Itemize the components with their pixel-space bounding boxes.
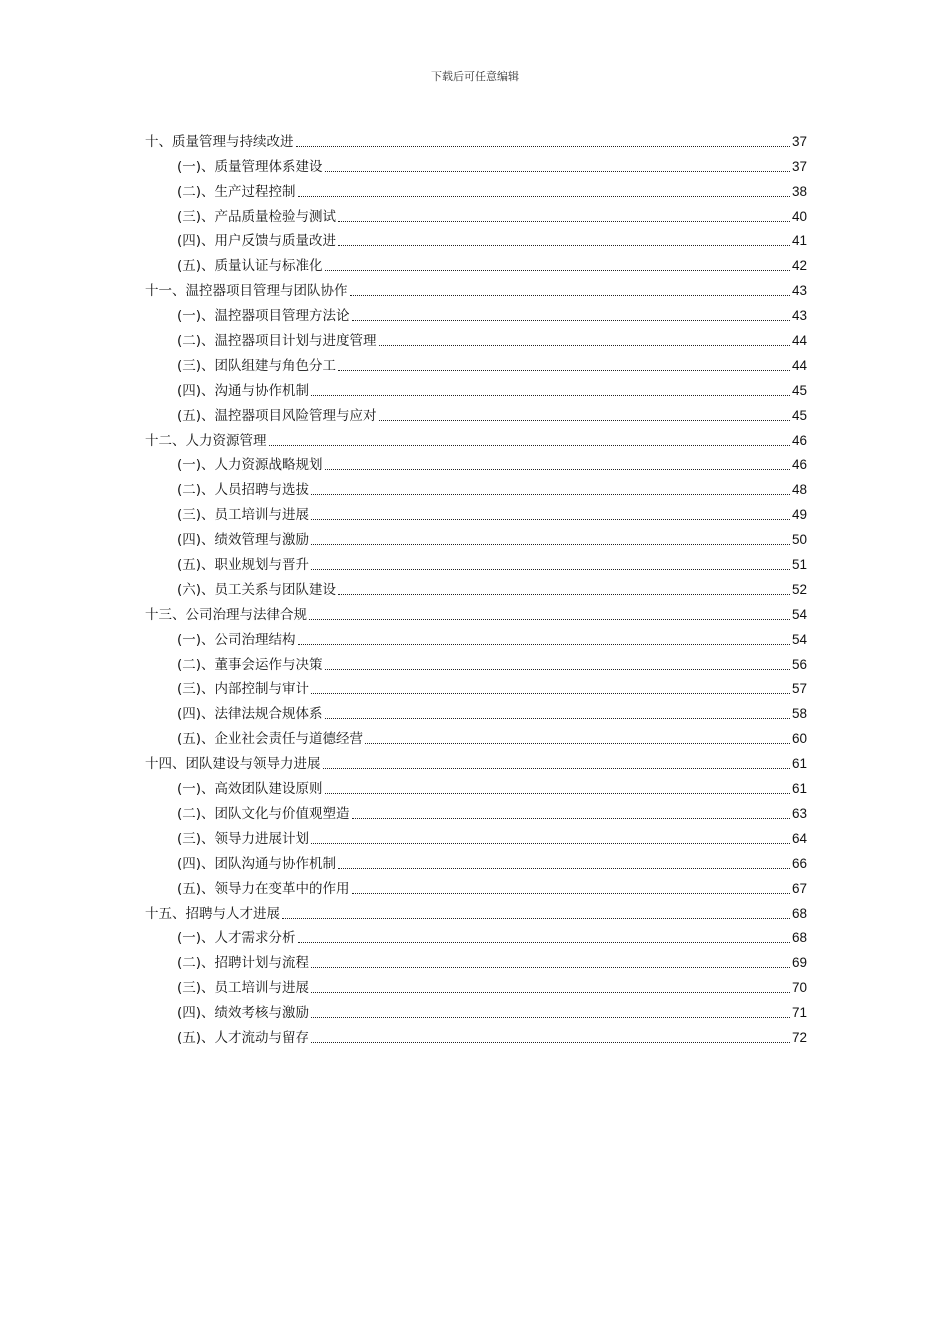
toc-dot-leader [338,594,790,595]
toc-section-entry[interactable] [145,151,807,176]
toc-page-number: 60 [791,731,807,747]
toc-section-entry[interactable] [145,848,807,873]
toc-dot-leader [311,843,790,844]
toc-section-entry[interactable] [145,549,807,574]
toc-page-number: 54 [791,606,807,622]
toc-entry-label: (三)、团队组建与角色分工 [177,357,337,374]
toc-page-number: 37 [791,133,807,149]
toc-entry-label: 十三、公司治理与法律合规 [145,606,307,623]
toc-entry-label: (四)、沟通与协作机制 [177,382,310,399]
toc-dot-leader [338,245,790,246]
toc-entry-label: (五)、人才流动与留存 [177,1029,310,1046]
toc-chapter-entry[interactable] [145,425,807,450]
toc-section-entry[interactable] [145,1022,807,1047]
toc-entry-label: (一)、人才需求分析 [177,930,296,947]
toc-dot-leader [298,942,790,943]
toc-dot-leader [325,270,790,271]
toc-page-number: 45 [791,382,807,398]
toc-dot-leader [325,718,790,719]
toc-page-number: 64 [791,830,807,846]
toc-entry-label: (五)、职业规划与晋升 [177,557,310,574]
toc-page-number: 56 [791,656,807,672]
toc-page-number: 37 [791,158,807,174]
toc-entry-label: 十一、温控器项目管理与团队协作 [145,283,348,300]
toc-chapter-entry[interactable] [145,126,807,151]
toc-page-number: 50 [791,532,807,548]
toc-dot-leader [311,544,790,545]
toc-dot-leader [298,196,790,197]
toc-section-entry[interactable] [145,698,807,723]
toc-page-number: 42 [791,258,807,274]
toc-page-number: 58 [791,706,807,722]
toc-section-entry[interactable] [145,674,807,699]
toc-entry-label: (二)、董事会运作与决策 [177,656,323,673]
toc-page-number: 41 [791,233,807,249]
toc-entry-label: 十四、团队建设与领导力进展 [145,756,321,773]
toc-page-number: 46 [791,457,807,473]
toc-entry-label: (三)、员工培训与进展 [177,507,310,524]
toc-section-entry[interactable] [145,450,807,475]
toc-entry-label: (四)、法律法规合规体系 [177,706,323,723]
toc-dot-leader [365,743,790,744]
toc-section-entry[interactable] [145,201,807,226]
toc-section-entry[interactable] [145,325,807,350]
toc-page-number: 43 [791,283,807,299]
toc-entry-label: (四)、绩效考核与激励 [177,1005,310,1022]
toc-page-number: 57 [791,681,807,697]
toc-entry-label: (五)、领导力在变革中的作用 [177,880,350,897]
toc-dot-leader [338,868,790,869]
toc-page-number: 48 [791,482,807,498]
toc-dot-leader [379,420,790,421]
toc-dot-leader [298,644,790,645]
toc-section-entry[interactable] [145,400,807,425]
toc-dot-leader [311,494,790,495]
toc-section-entry[interactable] [145,997,807,1022]
toc-page-number: 72 [791,1029,807,1045]
toc-dot-leader [311,569,790,570]
toc-dot-leader [311,693,790,694]
toc-dot-leader [325,793,790,794]
toc-entry-label: (五)、质量认证与标准化 [177,258,323,275]
toc-entry-label: (一)、温控器项目管理方法论 [177,308,350,325]
toc-page-number: 68 [791,930,807,946]
toc-page-number: 70 [791,980,807,996]
toc-section-entry[interactable] [145,176,807,201]
toc-section-entry[interactable] [145,350,807,375]
toc-dot-leader [352,893,790,894]
toc-entry-label: 十五、招聘与人才进展 [145,905,280,922]
toc-page-number: 71 [791,1005,807,1021]
table-of-contents [145,126,807,1047]
toc-dot-leader [323,768,790,769]
toc-page-number: 66 [791,855,807,871]
toc-page-number: 49 [791,507,807,523]
toc-dot-leader [311,992,790,993]
toc-entry-label: (五)、企业社会责任与道德经营 [177,731,364,748]
toc-page-number: 69 [791,955,807,971]
toc-entry-label: (三)、内部控制与审计 [177,681,310,698]
toc-section-entry[interactable] [145,375,807,400]
toc-page-number: 38 [791,183,807,199]
toc-page-number: 44 [791,333,807,349]
toc-dot-leader [311,395,790,396]
toc-entry-label: (二)、生产过程控制 [177,183,296,200]
toc-chapter-entry[interactable] [145,748,807,773]
toc-dot-leader [269,445,790,446]
toc-page-number: 63 [791,805,807,821]
toc-section-entry[interactable] [145,823,807,848]
toc-section-entry[interactable] [145,723,807,748]
toc-entry-label: (六)、员工关系与团队建设 [177,581,337,598]
toc-dot-leader [325,469,790,470]
toc-chapter-entry[interactable] [145,275,807,300]
toc-section-entry[interactable] [145,798,807,823]
toc-entry-label: (四)、用户反馈与质量改进 [177,233,337,250]
toc-chapter-entry[interactable] [145,898,807,923]
toc-section-entry[interactable] [145,972,807,997]
toc-entry-label: (四)、绩效管理与激励 [177,532,310,549]
toc-page-number: 43 [791,308,807,324]
toc-dot-leader [350,295,790,296]
toc-page-number: 52 [791,581,807,597]
toc-dot-leader [338,370,790,371]
toc-entry-label: (三)、员工培训与进展 [177,980,310,997]
toc-page-number: 67 [791,880,807,896]
toc-section-entry[interactable] [145,873,807,898]
toc-dot-leader [311,1042,790,1043]
toc-page-number: 68 [791,905,807,921]
toc-section-entry[interactable] [145,474,807,499]
toc-entry-label: 十二、人力资源管理 [145,432,267,449]
toc-entry-label: 十、质量管理与持续改进 [145,133,294,150]
toc-section-entry[interactable] [145,773,807,798]
toc-dot-leader [338,221,790,222]
toc-section-entry[interactable] [145,499,807,524]
toc-entry-label: (二)、人员招聘与选拔 [177,482,310,499]
toc-page-number: 40 [791,208,807,224]
toc-section-entry[interactable] [145,250,807,275]
toc-entry-label: (一)、高效团队建设原则 [177,781,323,798]
toc-entry-label: (二)、招聘计划与流程 [177,955,310,972]
toc-entry-label: (一)、公司治理结构 [177,631,296,648]
toc-dot-leader [296,146,790,147]
toc-section-entry[interactable] [145,300,807,325]
toc-dot-leader [325,669,790,670]
toc-page-number: 46 [791,432,807,448]
toc-section-entry[interactable] [145,649,807,674]
toc-dot-leader [311,967,790,968]
toc-dot-leader [309,619,790,620]
toc-page-number: 61 [791,756,807,772]
toc-entry-label: (一)、人力资源战略规划 [177,457,323,474]
toc-section-entry[interactable] [145,947,807,972]
toc-page-number: 61 [791,781,807,797]
toc-section-entry[interactable] [145,624,807,649]
toc-section-entry[interactable] [145,524,807,549]
toc-entry-label: (一)、质量管理体系建设 [177,158,323,175]
page-header: 下载后可任意编辑 [431,70,519,83]
toc-section-entry[interactable] [145,226,807,251]
toc-entry-label: (二)、温控器项目计划与进度管理 [177,333,377,350]
toc-section-entry[interactable] [145,574,807,599]
toc-entry-label: (三)、领导力进展计划 [177,830,310,847]
toc-chapter-entry[interactable] [145,599,807,624]
toc-dot-leader [311,1017,790,1018]
toc-dot-leader [352,818,790,819]
toc-page-number: 44 [791,357,807,373]
toc-dot-leader [379,345,790,346]
toc-page-number: 45 [791,407,807,423]
toc-dot-leader [325,171,790,172]
toc-page-number: 51 [791,557,807,573]
toc-entry-label: (五)、温控器项目风险管理与应对 [177,407,377,424]
toc-entry-label: (四)、团队沟通与协作机制 [177,855,337,872]
toc-section-entry[interactable] [145,923,807,948]
toc-entry-label: (二)、团队文化与价值观塑造 [177,805,350,822]
toc-page-number: 54 [791,631,807,647]
toc-dot-leader [282,918,790,919]
toc-dot-leader [352,320,790,321]
toc-dot-leader [311,519,790,520]
toc-entry-label: (三)、产品质量检验与测试 [177,208,337,225]
